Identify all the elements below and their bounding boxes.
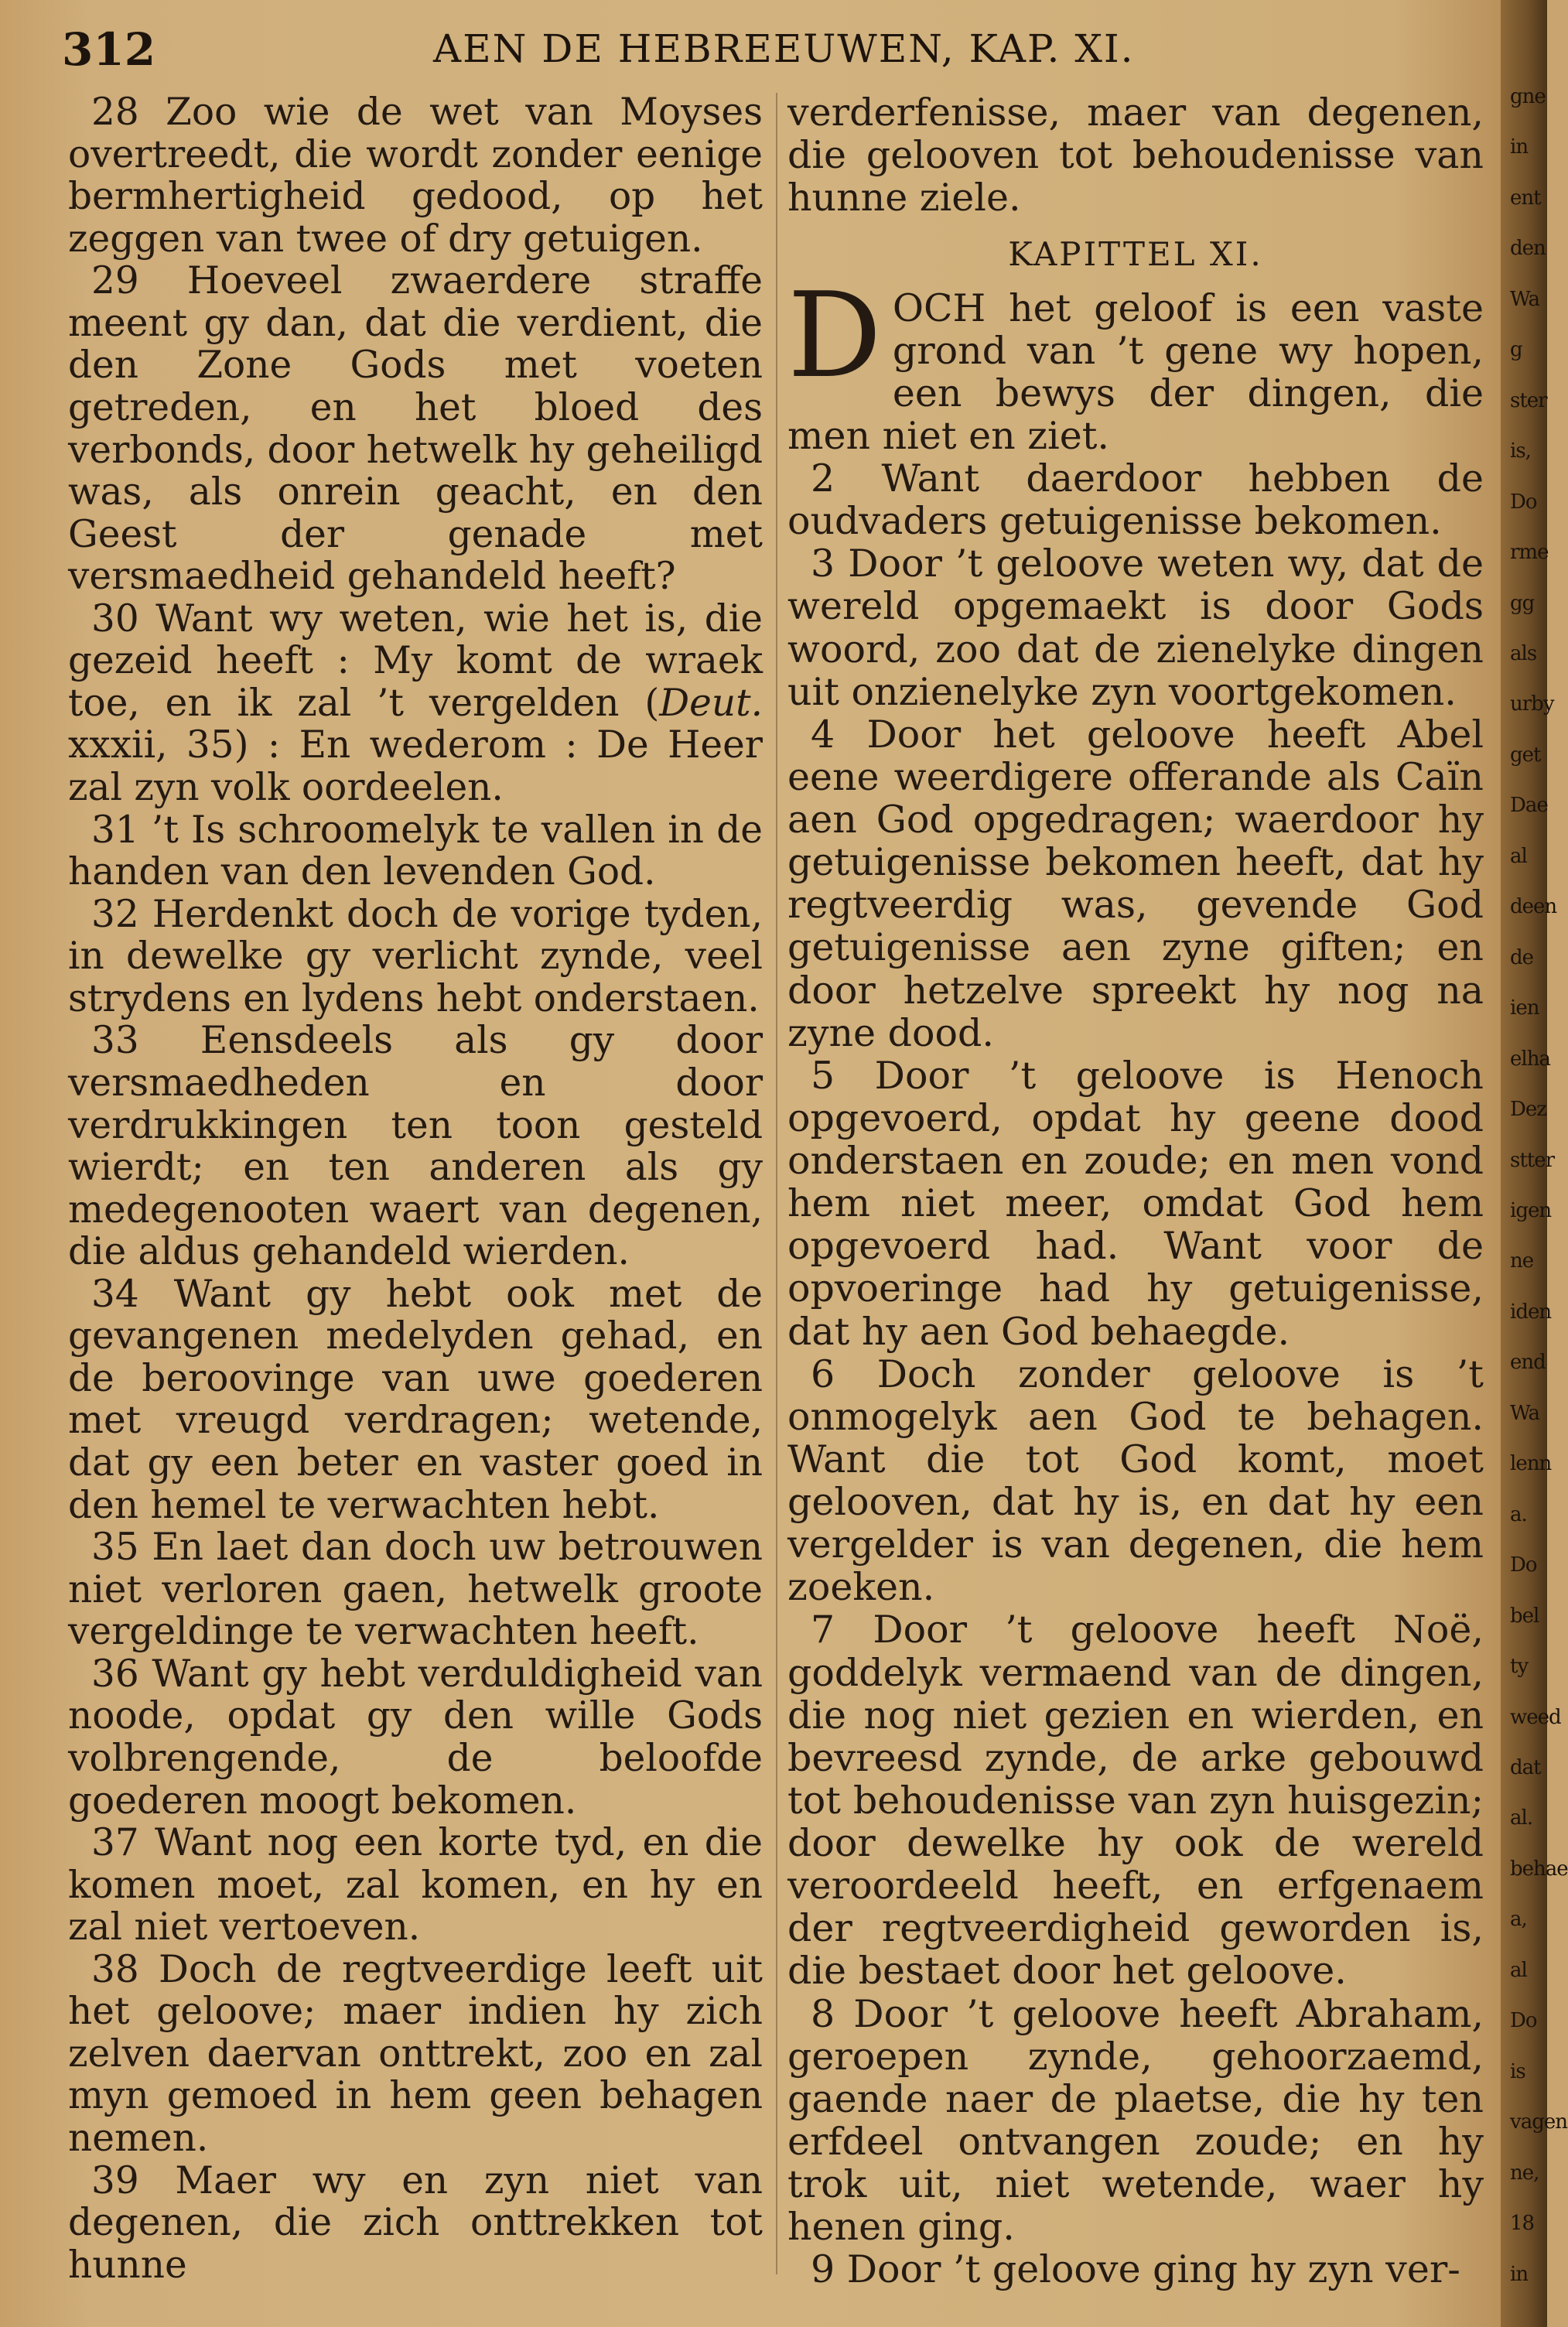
edge-fragment: is, — [1510, 439, 1531, 463]
verse-30-text: 30 Want wy weten, wie het is, die gezeid heeft : My komt de wraek toe, en ik zal ’t vergelden ( — [68, 596, 763, 725]
edge-fragment: Wa — [1510, 287, 1539, 311]
verse-7: 7 Door ’t geloove heeft Noë, goddelyk vermaend van de dingen, die nog niet gezien en wierden, en bevreesd zynde, de arke gebouwd tot behoudenisse van zyn huisgezin; door dewelke hy ook de wereld veroordeeld heeft, en erfgenaem der regtveerdigheid geworden is, die bestaet door het geloove. — [787, 1608, 1484, 1994]
edge-fragment: in — [1510, 135, 1529, 159]
verse-28: 28 Zoo wie de wet van Moyses overtreedt, die wordt zonder eenige bermhertigheid gedood, op het zeggen van twee of dry getuigen. — [68, 91, 763, 261]
edge-fragment: end — [1510, 1351, 1546, 1375]
edge-fragment: iden — [1510, 1300, 1552, 1324]
edge-fragment: lenn — [1510, 1452, 1552, 1476]
next-page-edge — [1501, 0, 1568, 2327]
verse-8: 8 Door ’t geloove heeft Abraham, geroepen zynde, gehoorzaemd, gaende naer de plaetse, die hy ten erfdeel ontvangen zoude; en hy trok uit, niet wetende, waer hy henen ging. — [787, 1991, 1484, 2250]
verse-4: 4 Door het geloove heeft Abel eene weerdigere offerande als Caïn aen God opgedragen; waerdoor hy getuigenisse bekomen heeft, dat hy regtveerdig was, gevende God getuigenisse aen zyne giften; en door hetzelve spreekt hy nog na zyne dood. — [787, 712, 1484, 1055]
verse-3: 3 Door ’t geloove weten wy, dat de wereld opgemaekt is door Gods woord, zoo dat de zienelyke dingen uit onzienelyke zyn voortgekomen. — [787, 542, 1484, 714]
edge-fragment: gne — [1510, 85, 1546, 108]
edge-fragment: al — [1510, 1958, 1527, 1982]
verse-31: 31 ’t Is schroomelyk te vallen in de handen van den levenden God. — [68, 808, 763, 894]
verse-39-continuation: verderfenisse, maer van degenen, die gelooven tot behoudenisse van hunne ziele. — [787, 91, 1484, 220]
column-divider — [776, 93, 777, 2274]
edge-fragment: elha — [1510, 1047, 1550, 1071]
edge-fragment: gg — [1510, 591, 1535, 615]
edge-fragment: Dez — [1510, 1098, 1546, 1122]
edge-fragment: rme — [1510, 541, 1549, 565]
verse-1-opening: OCH — [892, 285, 986, 330]
verse-34: 34 Want gy hebt ook met de gevangenen medelyden gehad, en de beroovinge van uwe goederen met vreugd verdragen; wetende, dat gy een beter en vaster goed in den hemel te verwachten hebt. — [68, 1272, 763, 1527]
edge-fragment: Dae — [1510, 794, 1548, 818]
verse-9: 9 Door ’t geloove ging hy zyn ver- — [811, 2247, 1460, 2292]
edge-fragment: behae — [1510, 1857, 1568, 1881]
edge-fragment: al — [1510, 844, 1527, 868]
right-column — [787, 91, 1484, 2291]
edge-fragment: a. — [1510, 1502, 1527, 1526]
edge-fragment: al. — [1510, 1806, 1533, 1830]
verse-1-text: het geloof is een vaste grond van ’t gene wy hopen, een bewys der dingen, die men niet en ziet. — [787, 285, 1484, 458]
page-number: 312 — [62, 23, 156, 76]
edge-fragment: ne — [1510, 1249, 1534, 1273]
verse-30-reference: Deut. — [659, 681, 763, 725]
edge-fragment: ien — [1510, 996, 1539, 1020]
verse-32: 32 Herdenkt doch de vorige tyden, in dewelke gy verlicht zynde, veel strydens en lydens hebt onderstaen. — [68, 892, 763, 1020]
edge-fragment: ne, — [1510, 2161, 1539, 2185]
verse-30-text-end: xxxii, 35) : En wederom : De Heer zal zyn volk oordeelen. — [68, 723, 763, 809]
edge-fragment: Wa — [1510, 1401, 1539, 1425]
edge-fragment: dat — [1510, 1756, 1541, 1779]
verse-36: 36 Want gy hebt verduldigheid van noode, opdat gy den wille Gods volbrengende, de beloofde goederen moogt bekomen. — [68, 1652, 763, 1823]
chapter-title: KAPITTEL XI. — [1008, 235, 1263, 274]
edge-fragment: ster — [1510, 388, 1547, 412]
verse-33: 33 Eensdeels als gy door versmaedheden en door verdrukkingen ten toon gesteld wierdt; en ten anderen als gy medegenooten waert van degenen, die aldus gehandeld wierden. — [68, 1019, 763, 1274]
edge-fragment: a, — [1510, 1908, 1527, 1932]
edge-fragment: ty — [1510, 1655, 1529, 1679]
verse-29: 29 Hoeveel zwaerdere straffe meent gy dan, dat die verdient, die den Zone Gods met voeten getreden, en het bloed des verbonds, door hetwelk hy geheiligd was, als onrein geacht, en den Geest der genade met versmaedheid gehandeld heeft? — [68, 259, 763, 599]
verse-6: 6 Doch zonder geloove is ’t onmogelyk aen God te behagen. Want die tot God komt, moet gelooven, dat hy is, en dat hy een vergelder is van degenen, die hem zoeken. — [787, 1351, 1484, 1610]
edge-fragment: g — [1510, 338, 1522, 362]
edge-fragment: get — [1510, 743, 1541, 767]
edge-fragment: als — [1510, 642, 1537, 665]
edge-fragment: is — [1510, 2059, 1525, 2083]
verse-5: 5 Door ’t geloove is Henoch opgevoerd, opdat hy geene dood onderstaen en zoude; en men vond hem niet meer, omdat God hem opgevoerd had. Want voor de opvoeringe had hy getuigenisse, dat hy aen God behaegde. — [787, 1053, 1484, 1354]
edge-fragment: urby — [1510, 692, 1554, 716]
edge-fragment: stter — [1510, 1148, 1555, 1172]
edge-fragment: in — [1510, 2262, 1529, 2286]
edge-fragment: vagen — [1510, 2110, 1567, 2134]
verse-2: 2 Want daerdoor hebben de oudvaders getuigenisse bekomen. — [787, 456, 1484, 544]
verse-30 — [68, 598, 763, 809]
running-head: AEN DE HEBREEUWEN, KAP. XI. — [433, 26, 1135, 71]
edge-fragment: bel — [1510, 1604, 1539, 1628]
edge-fragment: igen — [1510, 1199, 1552, 1222]
left-column — [68, 91, 763, 2286]
verse-39: 39 Maer wy en zyn niet van degenen, die zich onttrekken tot hunne — [68, 2158, 763, 2287]
drop-cap: D — [787, 266, 882, 404]
edge-fragment: Do — [1510, 2009, 1537, 2033]
edge-fragment: Do — [1510, 490, 1537, 514]
edge-fragment: ent — [1510, 186, 1541, 210]
verse-37: 37 Want nog een korte tyd, en die komen moet, zal komen, en hy en zal niet vertoeven. — [68, 1821, 763, 1949]
edge-fragment: 18 — [1510, 2212, 1535, 2236]
verse-1 — [787, 266, 1484, 458]
verse-38: 38 Doch de regtveerdige leeft uit het geloove; maer indien hy zich zelven daervan onttrekt, zoo en zal myn gemoed in hem geen behagen nemen. — [68, 1947, 763, 2160]
edge-fragment: weed — [1510, 1705, 1561, 1729]
verse-35: 35 En laet dan doch uw betrouwen niet verloren gaen, hetwelk groote vergeldinge te verwachten heeft. — [68, 1526, 763, 1654]
edge-fragment: Do — [1510, 1553, 1537, 1577]
edge-fragment: den — [1510, 237, 1546, 261]
edge-fragment: de — [1510, 945, 1534, 969]
edge-fragment: deen — [1510, 895, 1557, 919]
